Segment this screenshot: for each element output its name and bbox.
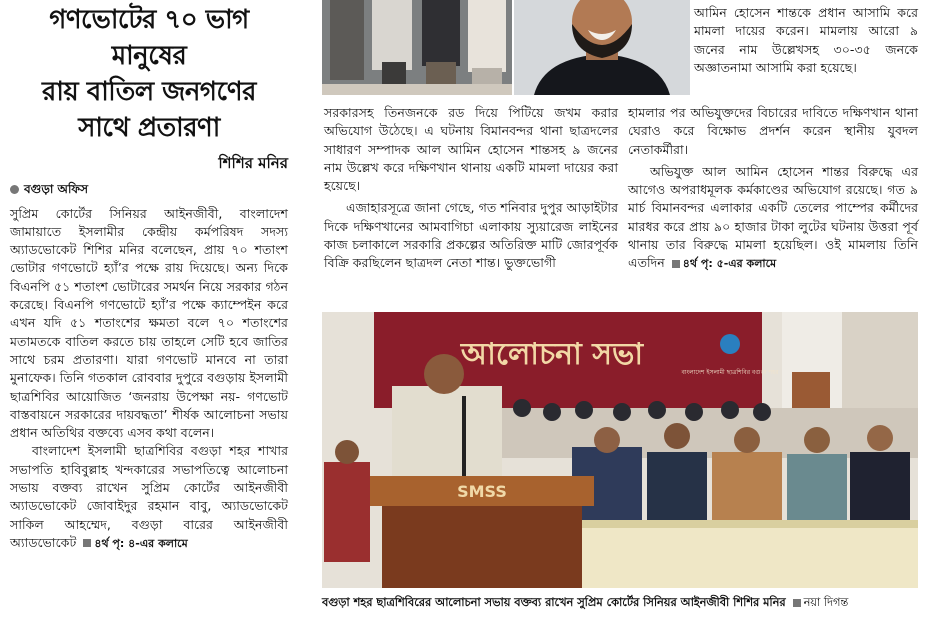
main-event-photo	[322, 312, 918, 588]
portrait-photo	[514, 0, 690, 95]
mid-paragraph-1: সরকারসহ তিনজনকে রড দিয়ে পিটিয়ে জখম করার অভিযোগ উঠেছে। এ ঘটনায় বিমানবন্দর থানা ছাত্রদলের সাধারণ সম্পাদক আল আমিন হোসেন শান্তসহ ৯ জনের নাম উল্লেখ করে দক্ষিণখান থানায় একটি মামলা দায়ের করা হয়েছে।	[324, 105, 618, 194]
left-article	[10, 0, 288, 553]
banner-org: বাংলাদেশ ইসলামী ছাত্রশিবির বগুড়া শহর	[681, 369, 779, 376]
podium-text: SMSS	[457, 482, 507, 501]
credit-square-icon	[793, 599, 801, 607]
photo-credit: নয়া দিগন্ত	[803, 596, 849, 609]
portrait-illustration	[514, 0, 690, 95]
jump-square-icon	[83, 539, 91, 547]
left-paragraph-1: সুপ্রিম কোর্টের সিনিয়র আইনজীবী, বাংলাদেশ জামায়াতে ইসলামীর কেন্দ্রীয় কর্মপরিষদ সদস্য অ্যাডভোকেট শিশির মনির বলেছেন, প্রায় ৭০ শতাংশ ভোটার গণভোটে হ্যাঁ’র পক্ষে রায় দিয়েছে। অন্য দিকে বিএনপি ৫১ শতাংশ ভোটারের সমর্থন নিয়ে সরকার গঠন করেছে। বিএনপি গণভোটে হ্যাঁ’র পক্ষে ক্যাম্পেইন করে এখন যদি ৫১ শতাংশের ক্ষমতা বলে ৭০ শতাংশের মতামতকে বাতিল করতে চায় তাহলে সেটি হবে জাতির সাথে চরম প্রতারণা। যারা গণভোট মানবে না তারা মুনাফেক। তিনি গতকাল রোববার দুপুরে বগুড়ায় ইসলামী ছাত্রশিবির আয়োজিত ‘জনরায় উপেক্ষা নয়- গণভোট বাস্তবায়নে সরকারের দায়বদ্ধতা’ শীর্ষক আলোচনা সভায় প্রধান অতিথির বক্তব্যে এসব কথা বলেন।	[10, 205, 288, 441]
right-jump-link[interactable]: ৪র্থ পৃ: ৫-এর কলামে	[682, 257, 777, 271]
left-paragraph-2-text: বাংলাদেশ ইসলামী ছাত্রশিবির বগুড়া শহর শাখার সভাপতি হাবিবুল্লাহ খন্দকারের সভাপতিত্বে আলোচনা সভায় বক্তব্য রাখেন সুপ্রিম কোর্টের আইনজীবী অ্যাডভোকেট জোবাইদুর রহমান বাবু, অ্যাডভোকেট সাকিল আহম্মেদ, বগুড়া বারের আইনজীবী অ্যাডভোকেট	[10, 443, 288, 550]
office-dateline	[10, 180, 288, 198]
left-jump-link[interactable]: ৪র্থ পৃ: ৪-এর কলামে	[94, 536, 188, 550]
mid-paragraph-2: এজাহারসূত্রে জানা গেছে, গত শনিবার দুপুর আড়াইটার দিকে দক্ষিণখানের আমবাগিচা এলাকায় স্যুয়ারেজ লাইনের কাজ চলাকালে সরকারি প্রকল্পের অতিরিক্ত মাটি জোরপূর্বক বিক্রি করছিলেন ছাত্রদল নেতা শান্ত। ভুক্তভোগী	[324, 200, 618, 271]
group-photo-illustration	[322, 0, 512, 95]
byline: শিশির মনির	[218, 154, 288, 172]
caption-text: বগুড়া শহর ছাত্রশিবিরের আলোচনা সভায় বক্তব্য রাখেন সুপ্রিম কোর্টের সিনিয়র আইনজীবী শিশির মনির	[322, 596, 786, 609]
right-paragraph-1: হামলার পর অভিযুক্তদের বিচারের দাবিতে দক্ষিণখান থানা ঘেরাও করে বিক্ষোভ প্রদর্শন করেন স্থানীয় যুবদল নেতাকর্মীরা।	[628, 105, 918, 157]
jump-square-icon	[672, 260, 680, 268]
right-paragraph-2-text: অভিযুক্ত আল আমিন হোসেন শান্তর বিরুদ্ধে এর আগেও অপরাধমূলক কর্মকাণ্ডের অভিযোগ রয়েছে। গত ৯ মার্চ বিমানবন্দর এলাকার একটি তেলের পাম্পের কর্মীদের মারধর করে প্রায় ৯০ হাজার টাকা লুটের ঘটনায় উত্তরা পূর্ব থানায় তার বিরুদ্ধে মামলা হয়েছিল। ওই মামলায় তিনি এতদিন	[628, 163, 918, 271]
event-photo-illustration	[322, 312, 918, 588]
headline-line-3: সাথে প্রতারণা	[78, 113, 220, 143]
bullet-icon	[10, 185, 19, 194]
top-photo-group	[322, 0, 512, 95]
right-paragraph-2	[628, 163, 918, 274]
office-label: বগুড়া অফিস	[24, 182, 89, 197]
photo-caption	[322, 594, 920, 613]
headline-line-1: গণভোটের ৭০ ভাগ মানুষের	[49, 5, 249, 71]
right-top-paragraph: আমিন হোসেন শান্তকে প্রধান আসামি করে মামলা দায়ের করেন। মামলায় আরো ৯ জনের নাম উল্লেখসহ ৩০-৩৫ জনকে অজ্ঞাতনামা আসামি করা হয়েছে।	[694, 5, 918, 75]
mid-column	[324, 104, 618, 273]
headline-line-2: রায় বাতিল জনগণের	[42, 77, 256, 107]
right-top-column	[694, 0, 918, 77]
right-mid-column	[628, 104, 918, 274]
banner-title: আলোচনা সভা	[460, 337, 644, 372]
headline	[10, 2, 288, 146]
left-paragraph-2	[10, 442, 288, 553]
